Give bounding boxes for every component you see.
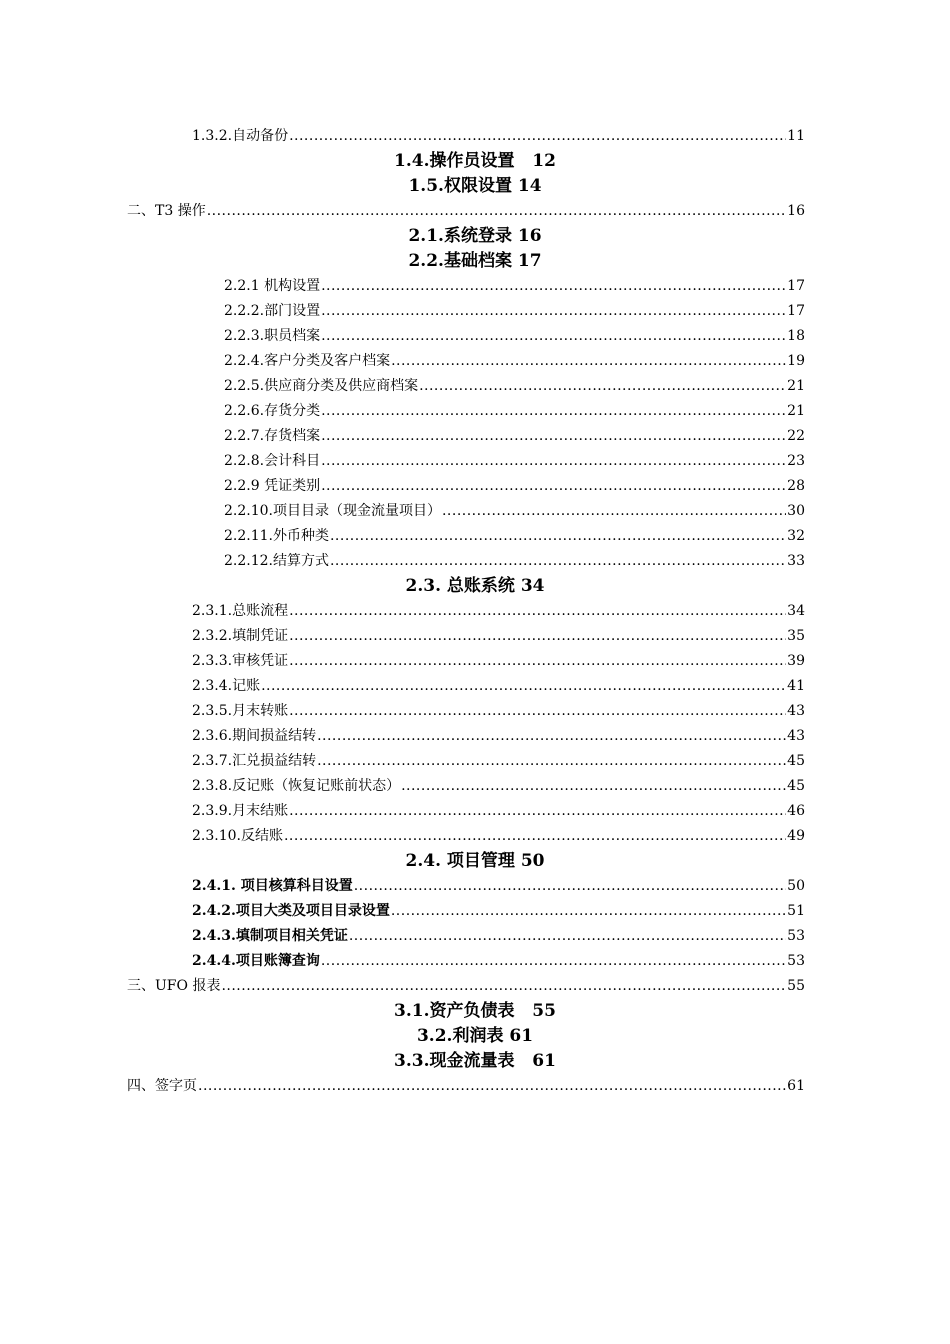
toc-entry-link[interactable] xyxy=(192,924,805,949)
toc-page-number: 21 xyxy=(787,403,805,419)
toc-entry-label: 2.2.8.会计科目 xyxy=(224,453,321,469)
toc-entry-label: 2.2.3.职员档案 xyxy=(224,328,321,344)
toc-entry-link[interactable] xyxy=(224,424,805,449)
toc-entry-row xyxy=(0,374,950,399)
toc-entry-label: 2.4.1. 项目核算科目设置 xyxy=(192,878,353,894)
toc-entry-row xyxy=(0,499,950,524)
toc-entry-label: 2.4.4.项目账簿查询 xyxy=(192,953,320,969)
dot-leader xyxy=(198,1074,786,1099)
toc-page-number: 49 xyxy=(787,828,805,844)
toc-heading-row xyxy=(0,574,950,599)
toc-entry-link[interactable] xyxy=(127,199,805,224)
toc-page-number: 18 xyxy=(787,328,805,344)
toc-entry-label: 1.3.2.自动备份 xyxy=(192,128,289,144)
dot-leader xyxy=(321,949,786,974)
toc-entry-row xyxy=(0,874,950,899)
toc-page-number: 61 xyxy=(787,1078,805,1094)
toc-entry-link[interactable] xyxy=(224,549,805,574)
toc-page-number: 50 xyxy=(787,878,805,894)
toc-entry-row xyxy=(0,699,950,724)
toc-entry-link[interactable] xyxy=(192,799,805,824)
toc-page-number: 17 xyxy=(787,278,805,294)
toc-entry-link[interactable] xyxy=(192,824,805,849)
dot-leader xyxy=(321,274,786,299)
dot-leader xyxy=(289,699,786,724)
toc-page-number: 53 xyxy=(787,953,805,969)
toc-page-number: 46 xyxy=(787,803,805,819)
dot-leader xyxy=(284,824,786,849)
toc-page-number: 22 xyxy=(787,428,805,444)
toc-entry-link[interactable] xyxy=(192,949,805,974)
toc-page-number: 41 xyxy=(787,678,805,694)
toc-page-number: 55 xyxy=(787,978,805,994)
toc-entry-row xyxy=(0,749,950,774)
dot-leader xyxy=(321,424,786,449)
dot-leader xyxy=(442,499,786,524)
toc-page-number: 11 xyxy=(787,128,805,144)
toc-entry-link[interactable] xyxy=(192,774,805,799)
toc-section-heading[interactable]: 2.2.基础档案 17 xyxy=(408,251,542,271)
toc-entry-label: 2.2.5.供应商分类及供应商档案 xyxy=(224,378,419,394)
toc-entry-link[interactable] xyxy=(224,399,805,424)
toc-entry-row xyxy=(0,549,950,574)
toc-entry-label: 三、UFO 报表 xyxy=(127,978,221,994)
toc-entry-row xyxy=(0,299,950,324)
toc-page-number: 17 xyxy=(787,303,805,319)
toc-entry-link[interactable] xyxy=(224,324,805,349)
toc-entry-link[interactable] xyxy=(224,299,805,324)
toc-entry-label: 2.3.1.总账流程 xyxy=(192,603,289,619)
toc-entry-row xyxy=(0,424,950,449)
toc-page-number: 33 xyxy=(787,553,805,569)
toc-page-number: 23 xyxy=(787,453,805,469)
toc-entry-label: 二、T3 操作 xyxy=(127,203,206,219)
toc-page-number: 51 xyxy=(787,903,805,919)
toc-entry-link[interactable] xyxy=(192,874,805,899)
toc-entry-label: 2.3.9.月末结账 xyxy=(192,803,289,819)
dot-leader xyxy=(419,374,786,399)
toc-entry-row xyxy=(0,924,950,949)
toc-entry-label: 2.4.3.填制项目相关凭证 xyxy=(192,928,348,944)
toc-entry-link[interactable] xyxy=(224,374,805,399)
toc-page-number: 32 xyxy=(787,528,805,544)
toc-entry-label: 2.2.10.项目目录（现金流量项目） xyxy=(224,503,441,519)
toc-section-heading[interactable]: 2.1.系统登录 16 xyxy=(408,226,542,246)
toc-heading-row xyxy=(0,174,950,199)
toc-entry-label: 2.2.4.客户分类及客户档案 xyxy=(224,353,391,369)
dot-leader xyxy=(321,299,786,324)
toc-entry-link[interactable] xyxy=(224,274,805,299)
toc-entry-link[interactable] xyxy=(127,974,805,999)
toc-entry-row xyxy=(0,724,950,749)
toc-section-heading[interactable]: 1.5.权限设置 14 xyxy=(408,176,542,196)
toc-entry-label: 四、签字页 xyxy=(127,1078,197,1094)
toc-entry-row xyxy=(0,349,950,374)
toc-heading-row xyxy=(0,1024,950,1049)
toc-entry-link[interactable] xyxy=(192,674,805,699)
toc-entry-label: 2.4.2.项目大类及项目目录设置 xyxy=(192,903,390,919)
toc-page-number: 45 xyxy=(787,753,805,769)
toc-heading-row xyxy=(0,224,950,249)
dot-leader xyxy=(354,874,786,899)
toc-page-number: 34 xyxy=(787,603,805,619)
toc-page-number: 28 xyxy=(787,478,805,494)
dot-leader xyxy=(261,674,786,699)
dot-leader xyxy=(321,449,786,474)
dot-leader xyxy=(321,399,786,424)
toc-page-number: 35 xyxy=(787,628,805,644)
dot-leader xyxy=(289,624,786,649)
toc-entry-row xyxy=(0,674,950,699)
toc-entry-label: 2.3.10.反结账 xyxy=(192,828,283,844)
dot-leader xyxy=(330,549,786,574)
toc-page-number: 21 xyxy=(787,378,805,394)
toc-entry-link[interactable] xyxy=(224,524,805,549)
toc-entry-link[interactable] xyxy=(192,124,805,149)
toc-entry-label: 2.3.4.记账 xyxy=(192,678,261,694)
toc-entry-label: 2.2.2.部门设置 xyxy=(224,303,321,319)
toc-heading-row xyxy=(0,249,950,274)
toc-page-number: 16 xyxy=(787,203,805,219)
toc-entry-link[interactable] xyxy=(224,349,805,374)
toc-entry-link[interactable] xyxy=(224,449,805,474)
toc-entry-label: 2.2.6.存货分类 xyxy=(224,403,321,419)
toc-entry-row xyxy=(0,399,950,424)
toc-entry-link[interactable] xyxy=(192,724,805,749)
toc-entry-row xyxy=(0,599,950,624)
table-of-contents xyxy=(0,124,950,1099)
dot-leader xyxy=(349,924,786,949)
toc-page-number: 39 xyxy=(787,653,805,669)
dot-leader xyxy=(401,774,786,799)
toc-entry-link[interactable] xyxy=(192,624,805,649)
toc-entry-row xyxy=(0,649,950,674)
toc-entry-link[interactable] xyxy=(192,649,805,674)
toc-entry-link[interactable] xyxy=(224,499,805,524)
toc-entry-row xyxy=(0,324,950,349)
toc-entry-label: 2.3.7.汇兑损益结转 xyxy=(192,753,317,769)
toc-entry-label: 2.2.7.存货档案 xyxy=(224,428,321,444)
toc-entry-row xyxy=(0,974,950,999)
toc-entry-link[interactable] xyxy=(192,599,805,624)
dot-leader xyxy=(391,349,786,374)
toc-heading-row xyxy=(0,1049,950,1074)
toc-entry-row xyxy=(0,474,950,499)
toc-entry-row xyxy=(0,199,950,224)
toc-entry-row xyxy=(0,824,950,849)
toc-entry-row xyxy=(0,899,950,924)
toc-page-number: 30 xyxy=(787,503,805,519)
toc-entry-label: 2.3.2.填制凭证 xyxy=(192,628,289,644)
dot-leader xyxy=(221,974,786,999)
toc-section-heading[interactable]: 2.3. 总账系统 34 xyxy=(405,576,545,596)
toc-page-number: 43 xyxy=(787,703,805,719)
dot-leader xyxy=(289,124,786,149)
toc-entry-row xyxy=(0,774,950,799)
toc-entry-row xyxy=(0,624,950,649)
dot-leader xyxy=(289,799,786,824)
toc-heading-row xyxy=(0,149,950,174)
toc-entry-label: 2.3.3.审核凭证 xyxy=(192,653,289,669)
toc-entry-link[interactable] xyxy=(192,899,805,924)
toc-section-heading[interactable]: 3.3.现金流量表 61 xyxy=(394,1051,556,1071)
dot-leader xyxy=(391,899,786,924)
toc-entry-row xyxy=(0,949,950,974)
dot-leader xyxy=(317,749,786,774)
toc-heading-row xyxy=(0,999,950,1024)
toc-entry-row xyxy=(0,274,950,299)
toc-entry-link[interactable] xyxy=(224,474,805,499)
toc-entry-row xyxy=(0,1074,950,1099)
dot-leader xyxy=(321,474,786,499)
toc-entry-row xyxy=(0,799,950,824)
toc-entry-label: 2.3.6.期间损益结转 xyxy=(192,728,317,744)
toc-entry-row xyxy=(0,124,950,149)
toc-page-number: 19 xyxy=(787,353,805,369)
dot-leader xyxy=(207,199,786,224)
dot-leader xyxy=(289,649,786,674)
toc-entry-label: 2.3.5.月末转账 xyxy=(192,703,289,719)
toc-page-number: 53 xyxy=(787,928,805,944)
toc-section-heading[interactable]: 3.2.利润表 61 xyxy=(416,1026,534,1046)
toc-entry-link[interactable] xyxy=(127,1074,805,1099)
toc-entry-row xyxy=(0,449,950,474)
toc-entry-label: 2.3.8.反记账（恢复记账前状态） xyxy=(192,778,401,794)
toc-entry-label: 2.2.11.外币种类 xyxy=(224,528,329,544)
dot-leader xyxy=(289,599,786,624)
toc-entry-label: 2.2.9 凭证类别 xyxy=(224,478,321,494)
dot-leader xyxy=(321,324,786,349)
toc-page-number: 45 xyxy=(787,778,805,794)
toc-heading-row xyxy=(0,849,950,874)
toc-entry-link[interactable] xyxy=(192,749,805,774)
dot-leader xyxy=(317,724,786,749)
toc-entry-link[interactable] xyxy=(192,699,805,724)
toc-section-heading[interactable]: 3.1.资产负债表 55 xyxy=(394,1001,556,1021)
toc-entry-label: 2.2.1 机构设置 xyxy=(224,278,321,294)
toc-page-number: 43 xyxy=(787,728,805,744)
toc-entry-row xyxy=(0,524,950,549)
toc-entry-label: 2.2.12.结算方式 xyxy=(224,553,329,569)
toc-section-heading[interactable]: 1.4.操作员设置 12 xyxy=(394,151,556,171)
dot-leader xyxy=(330,524,786,549)
toc-section-heading[interactable]: 2.4. 项目管理 50 xyxy=(405,851,545,871)
